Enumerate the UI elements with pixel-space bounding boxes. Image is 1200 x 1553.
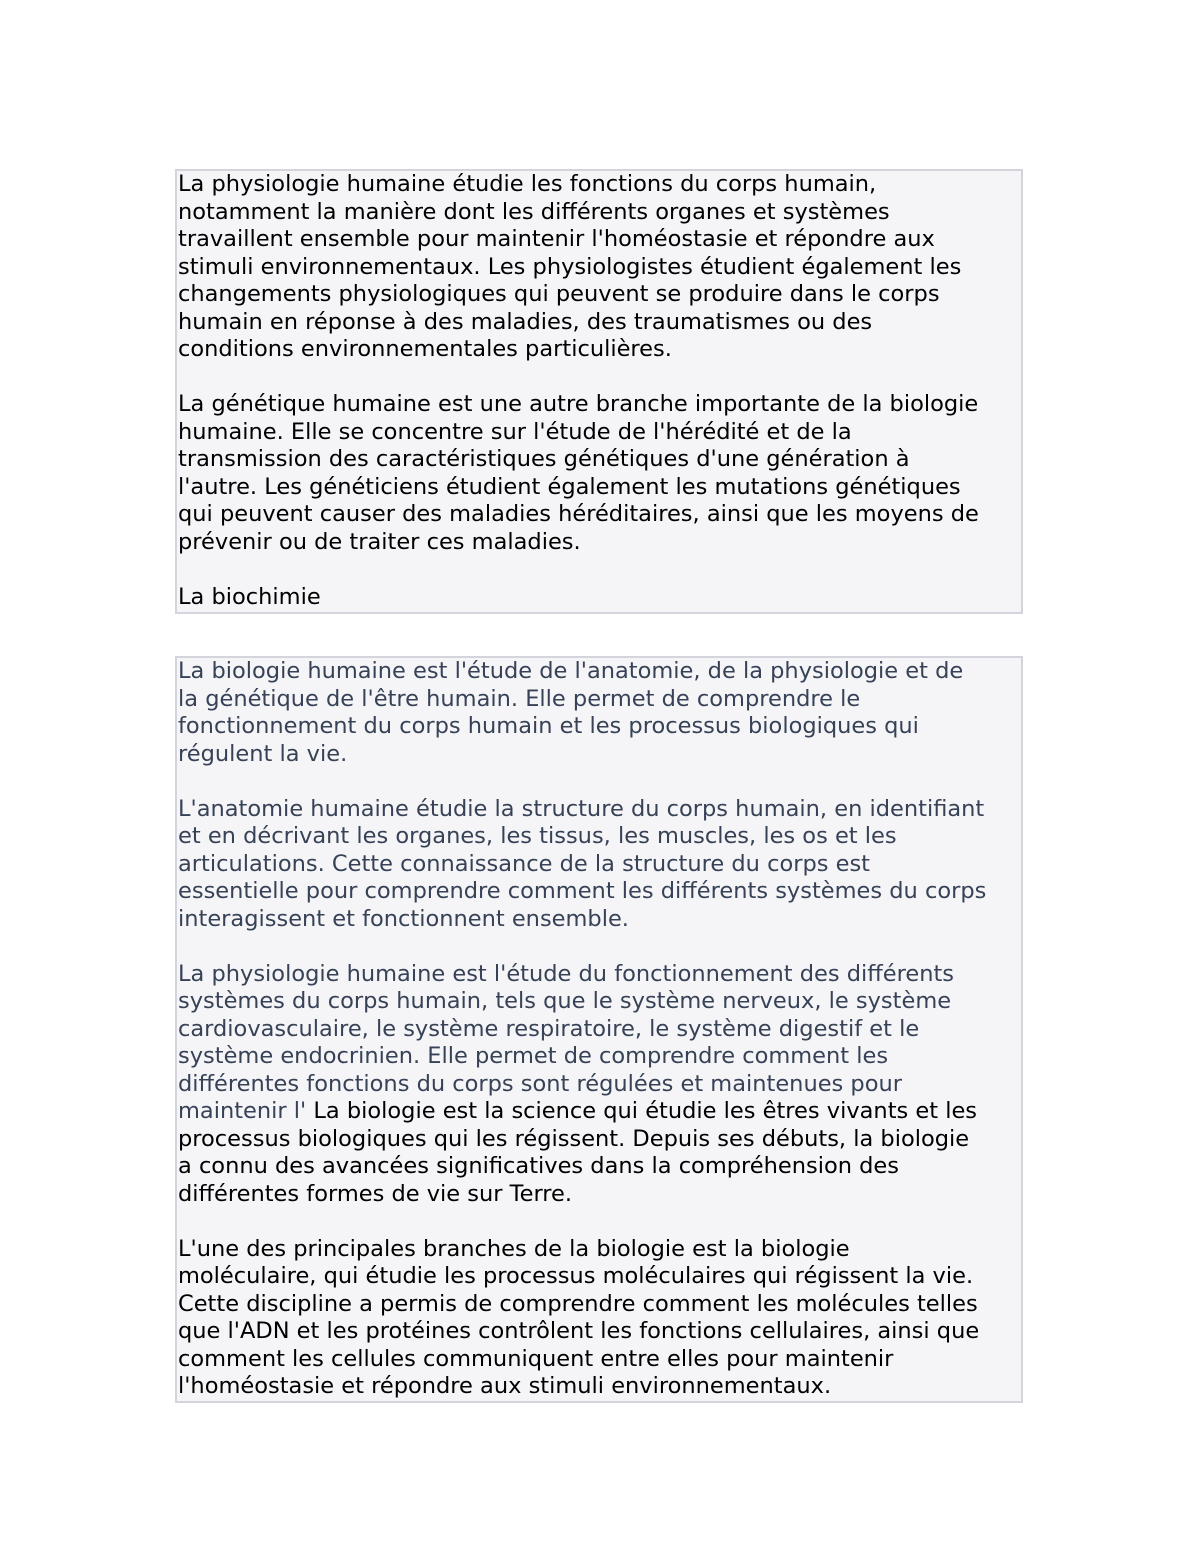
paragraph-physiologie-mixed [178,961,1021,1209]
paragraph-biochimie: La biochimie [178,583,321,610]
paragraph-biologie-science: La biologie est la science qui étudie les êtres vivants et les processus biologiques qui les régissent. Depuis ses débuts, la biologie a connu des avancées significatives dans la compréhension des différentes formes de vie sur Terre. [178,1098,978,1207]
paragraph-genetique: La génétique humaine est une autre branche importante de la biologie humaine. Elle se concentre sur l'étude de l'hérédité et de la transmission des caractéristiques génétiques d'une génération à l'autre. Les généticiens étudient également les mutations génétiques qui peuvent causer des maladies héréditaires, ainsi que les moyens de prévenir ou de traiter ces maladies. [178,391,979,555]
text-box-bottom [175,656,1023,1403]
paragraph-gap [178,933,1021,961]
paragraph-anatomie: L'anatomie humaine étudie la structure du corps humain, en identifiant et en décrivant les organes, les tissus, les muscles, les os et les articulations. Cette connaissance de la structure du corps est essentielle pour comprendre comment les différents systèmes du corps interagissent et fonctionnent ensemble. [178,795,987,932]
paragraph-gap [178,364,1021,392]
paragraph-gap [178,1208,1021,1236]
paragraph-biologie-moleculaire: L'une des principales branches de la biologie est la biologie moléculaire, qui étudie les processus moléculaires qui régissent la vie. Cette discipline a permis de comprendre comment les molécules telles que l'ADN et les protéines contrôlent les fonctions cellulaires, ainsi que comment les cellules communiquent entre elles pour maintenir l'homéostasie et répondre aux stimuli environnementaux. [178,1235,980,1399]
paragraph-physiologie-start: La physiologie humaine est l'étude du fonctionnement des différents systèmes du corps humain, tels que le système nerveux, le système cardiovasculaire, le système respiratoire, le système digestif et le système endocrinien. Elle permet de comprendre comment les différentes fonctions du corps sont régulées et maintenues pour maintenir l' [178,960,955,1124]
paragraph-biologie-humaine: La biologie humaine est l'étude de l'anatomie, de la physiologie et de la génétique de l'être humain. Elle permet de comprendre le fonctionnement du corps humain et les processus biologiques qui régulent la vie. [178,658,964,767]
paragraph-gap [178,768,1021,796]
text-box-top [175,169,1023,614]
paragraph-physiologie: La physiologie humaine étudie les fonctions du corps humain, notamment la manière dont les différents organes et systèmes travaillent ensemble pour maintenir l'homéostasie et répondre aux stimuli environnementaux. Les physiologistes étudient également les changements physiologiques qui peuvent se produire dans le corps humain en réponse à des maladies, des traumatismes ou des conditions environnementales particulières. [178,171,962,362]
paragraph-gap [178,556,1021,584]
